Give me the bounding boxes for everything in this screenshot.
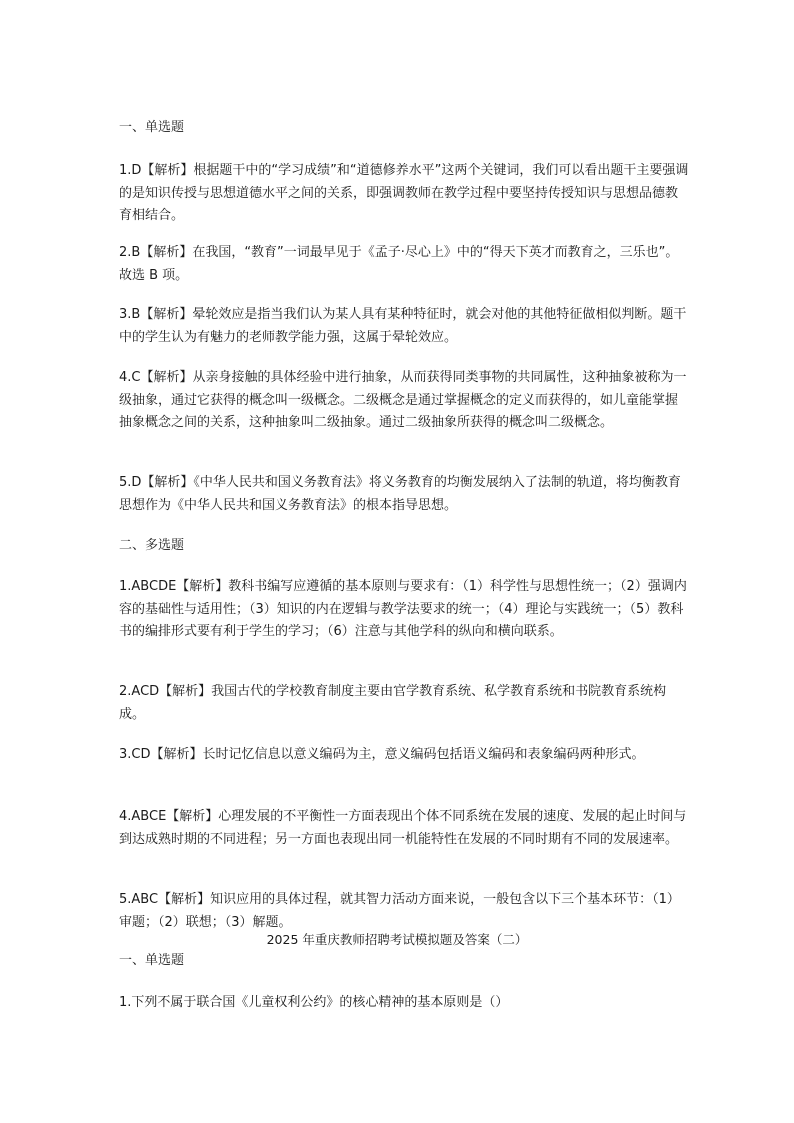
- next-question-1: 1.下列不属于联合国《儿童权利公约》的核心精神的基本原则是（）: [119, 995, 509, 1010]
- answer-single-4: 4.C【解析】从亲身接触的具体经验中进行抽象，从而获得同类事物的共同属性，这种抽象被称为一级抽象，通过它获得的概念叫一级概念。二级概念是通过掌握概念的定义而获得的，如儿童能掌握抽象概念之间的关系，这种抽象叫二级抽象。通过二级抽象所获得的概念叫二级概念。: [119, 370, 687, 430]
- answer-multi-3: 3.CD【解析】长时记忆信息以意义编码为主，意义编码包括语义编码和表象编码两种形式。: [119, 747, 645, 762]
- answer-single-3: 3.B【解析】晕轮效应是指当我们认为某人具有某种特征时，就会对他的其他特征做相似判断。题干中的学生认为有魅力的老师教学能力强，这属于晕轮效应。: [119, 307, 687, 345]
- answer-multi-5: 5.ABC【解析】知识应用的具体过程，就其智力活动方面来说，一般包含以下三个基本环节：（1）审题；（2）联想；（3）解题。: [119, 892, 680, 930]
- answer-multi-1: 1.ABCDE【解析】教科书编写应遵循的基本原则与要求有：（1）科学性与思想性统一；（2）强调内容的基础性与适用性；（3）知识的内在逻辑与教学法要求的统一；（4）理论与实践统一；（5）教科书的编排形式要有利于学生的学习；（6）注意与其他学科的纵向和横向联系。: [119, 579, 687, 639]
- answer-single-1: 1.D【解析】根据题干中的“学习成绩”和“道德修养水平”这两个关键词，我们可以看出题干主要强调的是知识传授与思想道德水平之间的关系，即强调教师在教学过程中要坚持传授知识与思想品德教育相结合。: [119, 163, 689, 223]
- next-section-heading: 一、单选题: [119, 953, 185, 968]
- section-heading-multi: 二、多选题: [119, 538, 185, 553]
- answer-multi-4: 4.ABCE【解析】心理发展的不平衡性一方面表现出个体不同系统在发展的速度、发展的起止时间与到达成熟时期的不同进程；另一方面也表现出同一机能特性在发展的不同时期有不同的发展速率。: [119, 809, 687, 847]
- section-heading-single: 一、单选题: [119, 120, 185, 135]
- answer-single-2: 2.B【解析】在我国，“教育”一词最早见于《孟子·尽心上》中的“得天下英才而教育之，三乐也”。故选 B 项。: [119, 245, 679, 283]
- answer-multi-2: 2.ACD【解析】我国古代的学校教育制度主要由官学教育系统、私学教育系统和书院教育系统构成。: [119, 684, 667, 722]
- next-exam-title: 2025 年重庆教师招聘考试模拟题及答案（二）: [266, 932, 528, 947]
- answer-single-5: 5.D【解析】《中华人民共和国义务教育法》将义务教育的均衡发展纳入了法制的轨道，将均衡教育思想作为《中华人民共和国义务教育法》的根本指导思想。: [119, 475, 681, 513]
